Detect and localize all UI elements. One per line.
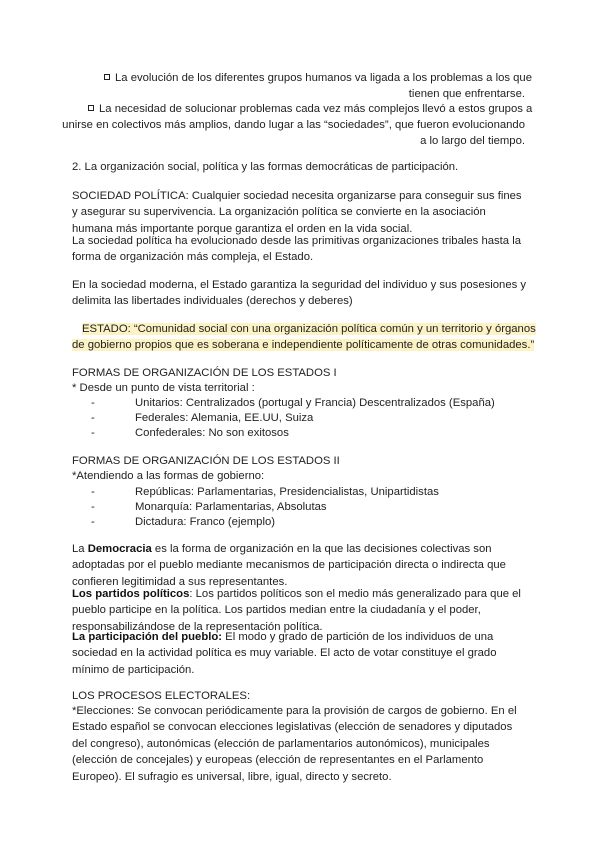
intro-bullet-2-line-2: unirse en colectivos más amplios, dando lugar a las “sociedades”, que fueron evolucionando xyxy=(62,119,525,131)
intro-bullet-1-line-2: tienen que enfrentarse. xyxy=(408,88,525,100)
section-heading: 2. La organización social, política y las formas democráticas de participación. xyxy=(72,161,459,173)
sociedad-evolucion-paragraph: La sociedad política ha evolucionado desde las primitivas organizaciones tribales hasta la forma de organización más compleja, el Estado. xyxy=(72,235,522,264)
partidos-text: : Los partidos políticos son el medio más generalizado para que el pueblo participe en la política. Los partidos median entre la ciudadanía y el poder, responsabilizándose de la representación política. xyxy=(72,588,521,633)
square-bullet-icon xyxy=(104,74,110,80)
intro-bullet-1 xyxy=(104,70,532,86)
intro-bullet-2 xyxy=(88,101,532,117)
formas-1-title: FORMAS DE ORGANIZACIÓN DE LOS ESTADOS I xyxy=(72,367,337,379)
intro-bullet-2-line-1: La necesidad de solucionar problemas cada vez más complejos llevó a estos grupos a xyxy=(99,103,533,115)
list-item-text: Repúblicas: Parlamentarias, Presidencialistas, Unipartidistas xyxy=(135,486,439,498)
formas-1-subtitle: * Desde un punto de vista territorial : xyxy=(72,382,255,394)
dash-bullet: - xyxy=(91,516,95,528)
participacion-paragraph xyxy=(72,629,528,678)
sociedad-politica-paragraph: SOCIEDAD POLÍTICA: Cualquier sociedad necesita organizarse para conseguir sus fines y asegurar su supervivencia. La organización política se convierte en la asociación humana más importante porque garantiza el orden en la vida social. xyxy=(72,190,522,235)
list-item-text: Dictadura: Franco (ejemplo) xyxy=(135,516,276,528)
formas-2-title: FORMAS DE ORGANIZACIÓN DE LOS ESTADOS II xyxy=(72,455,340,467)
partidos-paragraph xyxy=(72,586,528,635)
democracia-text: es la forma de organización en la que las decisiones colectivas son adoptadas por el pueblo mediante mecanismos de participación directa o indirecta que confieren legitimidad a sus representantes. xyxy=(72,543,506,588)
intro-bullet-1-line-1: La evolución de los diferentes grupos humanos va ligada a los problemas a los que xyxy=(115,72,532,84)
dash-bullet: - xyxy=(91,397,95,409)
dash-bullet: - xyxy=(91,486,95,498)
dash-bullet: - xyxy=(91,427,95,439)
list-item-text: Confederales: No son exitosos xyxy=(135,427,289,439)
sociedad-moderna-paragraph: En la sociedad moderna, el Estado garantiza la seguridad del individuo y sus posesiones y delimita las libertades individuales (derechos y deberes) xyxy=(72,279,527,308)
estado-definition xyxy=(72,321,536,354)
formas-2-subtitle: *Atendiendo a las formas de gobierno: xyxy=(72,470,265,482)
square-bullet-icon xyxy=(88,105,94,111)
participacion-text: El modo y grado de partición de los individuos de una sociedad en la actividad política es muy variable. El acto de votar constituye el grado mínimo de participación. xyxy=(72,631,497,676)
democracia-paragraph xyxy=(72,541,528,590)
democracia-term: Democracia xyxy=(87,543,152,555)
dash-bullet: - xyxy=(91,412,95,424)
estado-definition-line-1: ESTADO: “Comunidad social con una organización política común y un territorio y órganos xyxy=(82,323,536,335)
dash-bullet: - xyxy=(91,501,95,513)
estado-definition-line-2: de gobierno propios que es soberana e independiente políticamente de otras comunidades.” xyxy=(72,339,535,352)
procesos-title: LOS PROCESOS ELECTORALES: xyxy=(72,690,251,702)
list-item-text: Unitarios: Centralizados (portugal y Francia) Descentralizados (España) xyxy=(135,397,495,409)
list-item-text: Monarquía: Parlamentarias, Absolutas xyxy=(135,501,327,513)
participacion-term: La participación del pueblo: xyxy=(72,631,223,643)
list-item-text: Federales: Alemania, EE.UU, Suiza xyxy=(135,412,314,424)
partidos-term: Los partidos políticos xyxy=(72,588,190,600)
procesos-paragraph: *Elecciones: Se convocan periódicamente para la provisión de cargos de gobierno. En el Estado español se convocan elecciones legislativas (elección de senadores y diputados del congreso), autonómicas (elección de parlamentarios autonómicos), municipales (elección de concejales) y europeas (elección de representantes en el Parlamento Europeo). El sufragio es universal, libre, igual, directo y secreto. xyxy=(72,705,517,783)
democracia-pre: La xyxy=(72,543,88,555)
intro-bullet-2-line-3: a lo largo del tiempo. xyxy=(420,135,525,147)
